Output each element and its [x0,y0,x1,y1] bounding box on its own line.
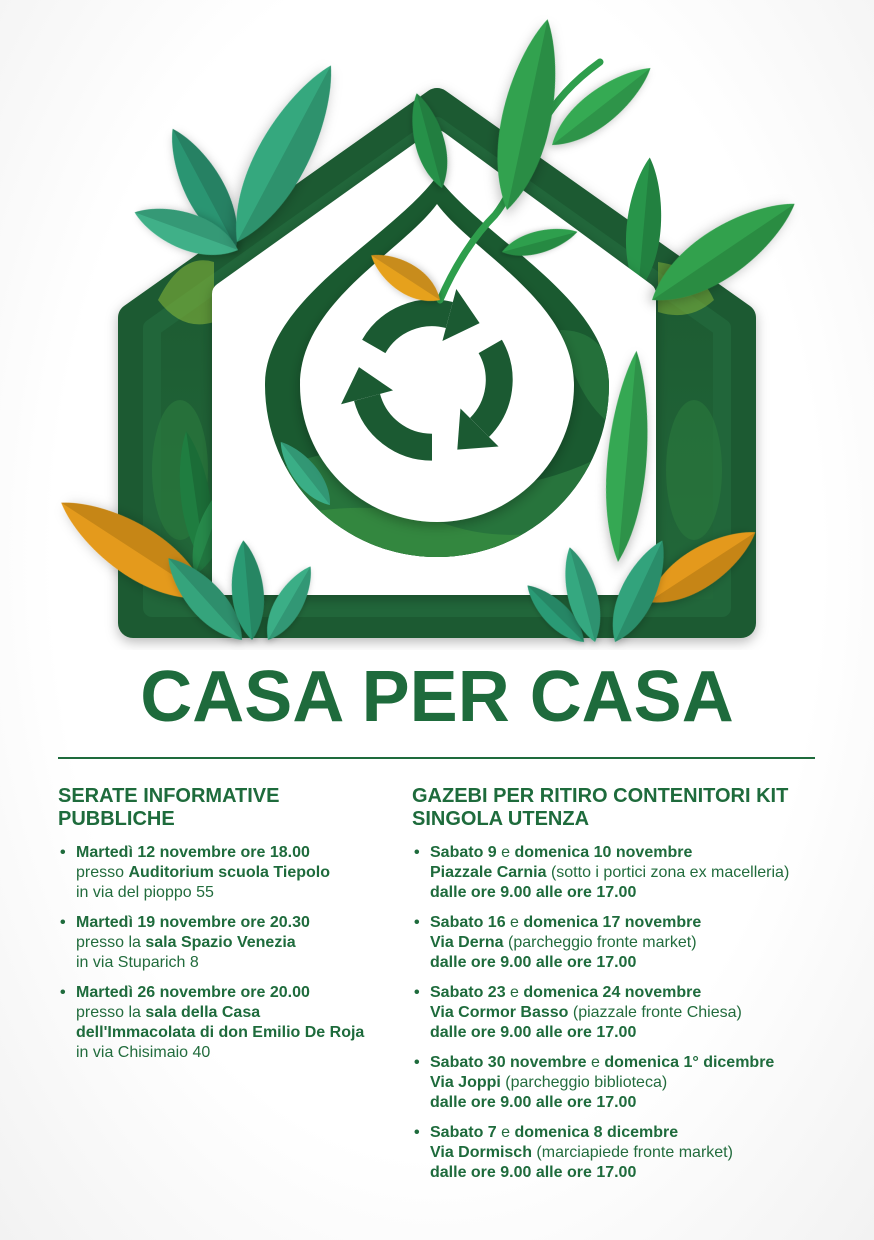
day-first: Sabato 9 [430,844,497,861]
leaf [542,55,662,159]
venue-name: sala Spazio Venezia [145,934,296,951]
poster-title: CASA PER CASA [140,657,734,737]
location-name: Via Joppi [430,1074,501,1091]
location-name: Via Derna [430,934,504,951]
day-second: domenica 10 novembre [514,844,693,861]
gazebo-hours: dalle ore 9.00 alle ore 17.00 [430,1164,637,1181]
gazebo-item [412,913,852,973]
evening-date: • Martedì 12 novembre ore 18.00 [76,844,310,861]
day-second: domenica 1° dicembre [604,1054,775,1071]
gazebo-days [430,983,852,1003]
day-first: Sabato 16 [430,914,506,931]
evening-date: • Martedì 19 novembre ore 20.30 [76,914,310,931]
evening-venue [76,863,403,883]
gazebo-hours: dalle ore 9.00 alle ore 17.00 [430,1094,637,1111]
day-first: Sabato 30 novembre [430,1054,587,1071]
gazebo-days [430,913,852,933]
gazebo-hours: dalle ore 9.00 alle ore 17.00 [430,954,637,971]
gazebo-location [430,1073,852,1093]
gazebo-days [430,1123,852,1143]
day-second: domenica 17 novembre [523,914,702,931]
gazebo-hours: dalle ore 9.00 alle ore 17.00 [430,884,637,901]
day-conjunction: e [510,914,519,931]
divider-line [58,757,815,759]
gazebo-item [412,843,852,903]
location-name: Via Cormor Basso [430,1004,569,1021]
evening-date: • Martedì 26 novembre ore 20.00 [76,984,310,1001]
frame-shade [666,400,722,540]
section-heading: SERATE INFORMATIVE PUBBLICHE [58,785,280,830]
evening-item [58,913,403,973]
evening-address: in via del pioppo 55 [76,884,214,901]
gazebo-location [430,933,852,953]
evening-item [58,843,403,903]
gazebo-location [430,1003,852,1023]
section-heading: GAZEBI PER RITIRO CONTENITORI KIT SINGOLA UTENZA [412,785,789,830]
location-name: Piazzale Carnia [430,864,547,881]
venue-name: sala della Casa [145,1004,261,1021]
venue-name-continued: dell'Immacolata di don Emilio De Roja [76,1024,365,1041]
gazebo-hours: dalle ore 9.00 alle ore 17.00 [430,1024,637,1041]
gazebo-item [412,1123,852,1183]
location-name: Via Dormisch [430,1144,532,1161]
venue-prefix: presso la [76,1004,141,1021]
gazebo-location [430,863,852,883]
gazebo-days [430,843,852,863]
day-first: Sabato 7 [430,1124,497,1141]
venue-name: Auditorium scuola Tiepolo [128,864,330,881]
venue-prefix: presso la [76,934,141,951]
day-conjunction: e [501,844,511,861]
gazebo-item [412,1053,852,1113]
location-note: (parcheggio fronte market) [507,934,697,951]
gazebo-item [412,983,852,1043]
evening-address: in via Stuparich 8 [76,954,199,971]
day-conjunction: e [501,1124,511,1141]
day-first: Sabato 23 [430,984,506,1001]
day-conjunction: e [510,984,519,1001]
day-conjunction: e [590,1054,600,1071]
gazebo-days [430,1053,852,1073]
informative-evenings-section [58,785,403,1073]
location-note: (marciapiede fronte market) [536,1144,733,1161]
location-note: (sotto i portici zona ex macelleria) [550,864,790,881]
venue-prefix: presso [76,864,125,881]
gazebo-location [430,1143,852,1163]
location-note: (piazzale fronte Chiesa) [572,1004,742,1021]
evening-venue [76,933,403,953]
gazebos-section [412,785,852,1193]
evening-address: in via Chisimaio 40 [76,1044,211,1061]
evenings-list [58,843,403,1063]
evening-venue [76,1003,403,1023]
evening-item [58,983,403,1063]
day-second: domenica 24 novembre [523,984,702,1001]
gazebos-list [412,843,852,1183]
day-second: domenica 8 dicembre [514,1124,679,1141]
location-note: (parcheggio biblioteca) [505,1074,668,1091]
